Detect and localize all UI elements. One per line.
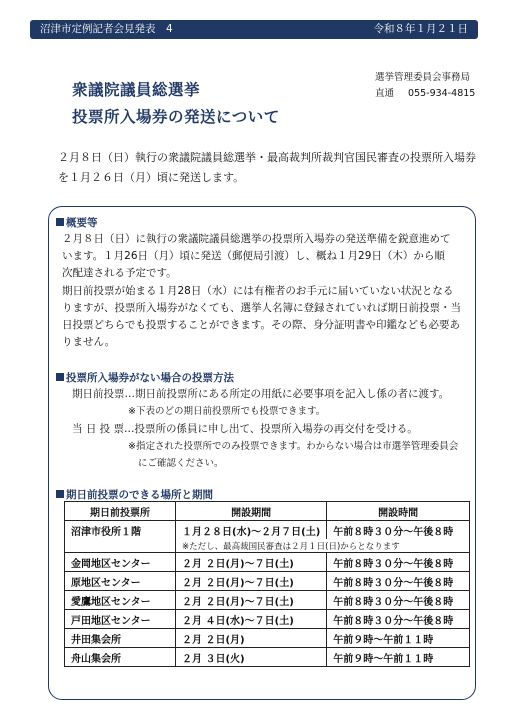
hours-cell: 午前８時３０分～午後８時 — [327, 553, 470, 572]
office-phone — [375, 86, 475, 102]
square-bullet-icon — [56, 373, 64, 381]
period-cell: ２月 ２日(月)～７日(土) — [176, 591, 327, 610]
table-header-row — [65, 502, 470, 521]
period-cell: ２月 ２日(月) — [176, 629, 327, 648]
place-cell: 井田集会所 — [65, 629, 176, 648]
overview-heading-text: 概要等 — [66, 217, 98, 229]
overview-heading — [56, 215, 98, 230]
header-left-text: 沼津市定例記者会見発表 4 — [40, 23, 173, 35]
table-row — [65, 521, 470, 540]
hours-cell: 午前８時３０分～午後８時 — [327, 610, 470, 629]
period-cell: ２月 ３日(火) — [176, 648, 327, 667]
table-row — [65, 572, 470, 591]
table-row — [65, 553, 470, 572]
no-ticket-heading — [56, 370, 234, 385]
overview-p1-line2: います。１月26日（月）頃に発送（郵便局引渡）し、概ね１月29日（木）から順 — [62, 250, 445, 262]
hours-cell: 午前９時～午前１１時 — [327, 648, 470, 667]
office-contact — [375, 70, 475, 102]
day-voting-note-line1: ※指定された投票所でのみ投票できます。わからない場合は市選挙管理委員会 — [128, 441, 459, 452]
place-cell: 沼津市役所１階 — [65, 521, 176, 540]
phone-number: 055-934-4815 — [408, 88, 476, 99]
column-header-place: 期日前投票所 — [65, 502, 176, 521]
period-cell: ２月 ２日(月)～７日(土) — [176, 553, 327, 572]
column-header-hours: 開設時間 — [327, 502, 470, 521]
office-name: 選挙管理委員会事務局 — [375, 72, 471, 83]
early-voting-method: 期日前投票…期日前投票所にある所定の用紙に必要事項を記入し係の者に渡す。 — [72, 388, 450, 400]
table-row — [65, 648, 470, 667]
schedule-heading — [56, 487, 213, 502]
table-row — [65, 591, 470, 610]
table-row — [65, 629, 470, 648]
overview-p2-line2: りますが、投票所入場券がなくても、選挙人名簿に登録されていれば期日前投票・当 — [62, 302, 461, 314]
table-row — [65, 610, 470, 629]
no-ticket-heading-text: 投票所入場券がない場合の投票方法 — [66, 372, 234, 384]
overview-p1-line1: ２月８日（日）に執行の衆議院議員総選挙の投票所入場券の発送準備を鋭意進めて — [62, 233, 451, 245]
hours-cell: 午前９時～午前１１時 — [327, 629, 470, 648]
header-date: 令和８年１月２１日 — [373, 23, 468, 35]
place-cell: 舟山集会所 — [65, 648, 176, 667]
place-cell: 愛鷹地区センター — [65, 591, 176, 610]
hours-cell: 午前８時３０分～午後８時 — [327, 591, 470, 610]
day-voting-note-line2: にご確認ください。 — [138, 458, 224, 469]
review-note: ※ただし、最高裁国民審査は２月１日(日)からとなります — [176, 539, 470, 553]
period-cell: ２月 ２日(月)～７日(土) — [176, 572, 327, 591]
header-bar — [30, 20, 478, 39]
overview-p2-line1: 期日前投票が始まる１月28日（水）には有権者のお手元に届いていない状況となる — [62, 285, 454, 297]
overview-p1-line3: 次配達される予定です。 — [62, 267, 177, 279]
early-voting-schedule-table — [64, 501, 470, 667]
square-bullet-icon — [56, 218, 64, 226]
column-header-period: 開設期間 — [176, 502, 327, 521]
place-cell-empty — [65, 539, 176, 553]
hours-cell: 午前８時３０分～午後８時 — [327, 572, 470, 591]
period-cell: ２月 ４日(水)～７日(土) — [176, 610, 327, 629]
intro-paragraph: ２月８日（日）執行の衆議院議員総選挙・最高裁判所裁判官国民審査の投票所入場券を１月２６日（月）頃に発送します。 — [58, 151, 476, 184]
overview-p2-line3: 日投票どちらでも投票することができます。その際、身分証明書や印鑑なども必要あ — [62, 319, 461, 331]
place-cell: 原地区センター — [65, 572, 176, 591]
day-voting-method: 当 日 投 票…投票所の係員に申し出て、投票所入場券の再交付を受ける。 — [72, 423, 418, 435]
place-cell: 戸田地区センター — [65, 610, 176, 629]
square-bullet-icon — [56, 490, 64, 498]
overview-p2-line4: りません。 — [62, 336, 116, 348]
hours-cell: 午前８時３０分～午後８時 — [327, 521, 470, 540]
place-cell: 金岡地区センター — [65, 553, 176, 572]
page-title-line2: 投票所入場券の発送について — [72, 108, 280, 126]
period-cell: １月２８日(水)～２月７日(土) — [176, 521, 327, 540]
phone-label: 直通 — [375, 88, 395, 99]
schedule-heading-text: 期日前投票のできる場所と期間 — [66, 489, 213, 501]
page-title-line1: 衆議院議員総選挙 — [72, 81, 201, 99]
early-voting-note: ※下表のどの期日前投票所でも投票できます。 — [128, 406, 326, 417]
table-note-row — [65, 539, 470, 553]
